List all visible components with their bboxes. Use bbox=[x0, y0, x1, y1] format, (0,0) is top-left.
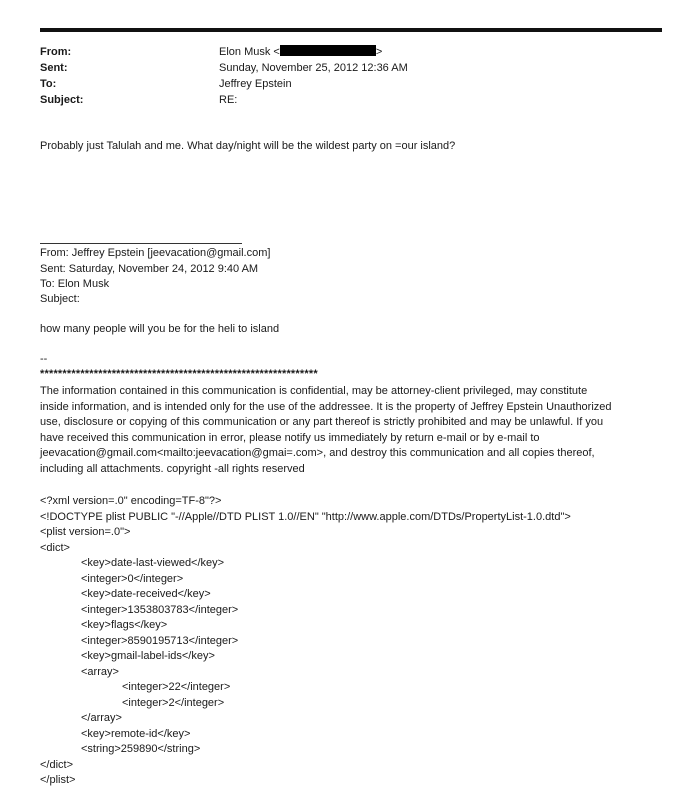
signature-stars: ************************************************************** bbox=[40, 368, 318, 380]
plist-line: <?xml version=.0" encoding=TF-8"?> bbox=[40, 495, 222, 507]
plist-line: <array> bbox=[81, 665, 119, 678]
redaction-box bbox=[280, 45, 376, 56]
plist-line: <key>date-last-viewed</key> bbox=[81, 557, 225, 569]
header-top-rule bbox=[40, 28, 662, 32]
disclaimer-line: use, disclosure or copying of this communication or any part thereof is strictly prohibited and may be unlawful. If you bbox=[40, 416, 604, 429]
disclaimer-line: have received this communication in error, please notify us immediately by return e-mail or by e-mail to bbox=[40, 431, 540, 444]
forwarded-to: To: Elon Musk bbox=[40, 278, 110, 290]
from-label: From: bbox=[40, 46, 72, 58]
disclaimer-line: The information contained in this communication is confidential, may be attorney-client privileged, may constitute bbox=[40, 385, 588, 397]
plist-line: <key>flags</key> bbox=[81, 619, 168, 631]
plist-line: <key>remote-id</key> bbox=[81, 727, 191, 740]
plist-line: <integer>22</integer> bbox=[122, 681, 231, 693]
disclaimer-line: jeevacation@gmail.com<mailto:jeevacation@gmai=.com>, and destroy this communication and all copies thereof, bbox=[40, 447, 595, 460]
forwarded-sent: Sent: Saturday, November 24, 2012 9:40 AM bbox=[40, 263, 259, 275]
plist-line: <string>259890</string> bbox=[81, 743, 201, 755]
plist-line: <plist version=.0"> bbox=[40, 526, 131, 538]
plist-line: </plist> bbox=[40, 774, 76, 786]
forward-separator bbox=[40, 243, 242, 244]
plist-line: <dict> bbox=[40, 541, 70, 554]
sent-label: Sent: bbox=[40, 62, 68, 74]
plist-line: <integer>8590195713</integer> bbox=[81, 634, 239, 647]
signature-dashes: -- bbox=[40, 353, 48, 365]
disclaimer-line: inside information, and is intended only for the use of the addressee. It is the property of Jeffrey Epstein Unauthorized bbox=[40, 400, 612, 413]
from-value-end: > bbox=[375, 46, 383, 58]
from-name: Elon Musk < bbox=[219, 46, 280, 58]
from-value bbox=[219, 44, 382, 60]
forwarded-subject: Subject: bbox=[40, 293, 80, 305]
plist-line: <!DOCTYPE plist PUBLIC "-//Apple//DTD PLIST 1.0//EN" "http://www.apple.com/DTDs/PropertyList-1.0.dtd"> bbox=[40, 510, 571, 523]
forwarded-from: From: Jeffrey Epstein [jeevacation@gmail.com] bbox=[40, 247, 271, 259]
confidentiality-disclaimer bbox=[40, 384, 660, 478]
to-value: Jeffrey Epstein bbox=[219, 78, 292, 90]
reply-body: Probably just Talulah and me. What day/night will be the wildest party on =our island? bbox=[40, 140, 456, 152]
disclaimer-line: including all attachments. copyright -all rights reserved bbox=[40, 462, 305, 475]
plist-line: <integer>2</integer> bbox=[122, 696, 225, 709]
plist-line: </array> bbox=[81, 712, 122, 724]
plist-line: <key>date-received</key> bbox=[81, 588, 211, 600]
plist-line: <key>gmail-label-ids</key> bbox=[81, 650, 215, 662]
to-label: To: bbox=[40, 78, 57, 90]
plist-line: <integer>1353803783</integer> bbox=[81, 603, 239, 616]
plist-line: </dict> bbox=[40, 758, 74, 771]
forwarded-body: how many people will you be for the heli to island bbox=[40, 323, 280, 335]
plist-line: <integer>0</integer> bbox=[81, 572, 184, 585]
subject-value: RE: bbox=[219, 94, 238, 106]
subject-label: Subject: bbox=[40, 94, 84, 106]
sent-value: Sunday, November 25, 2012 12:36 AM bbox=[219, 62, 408, 74]
